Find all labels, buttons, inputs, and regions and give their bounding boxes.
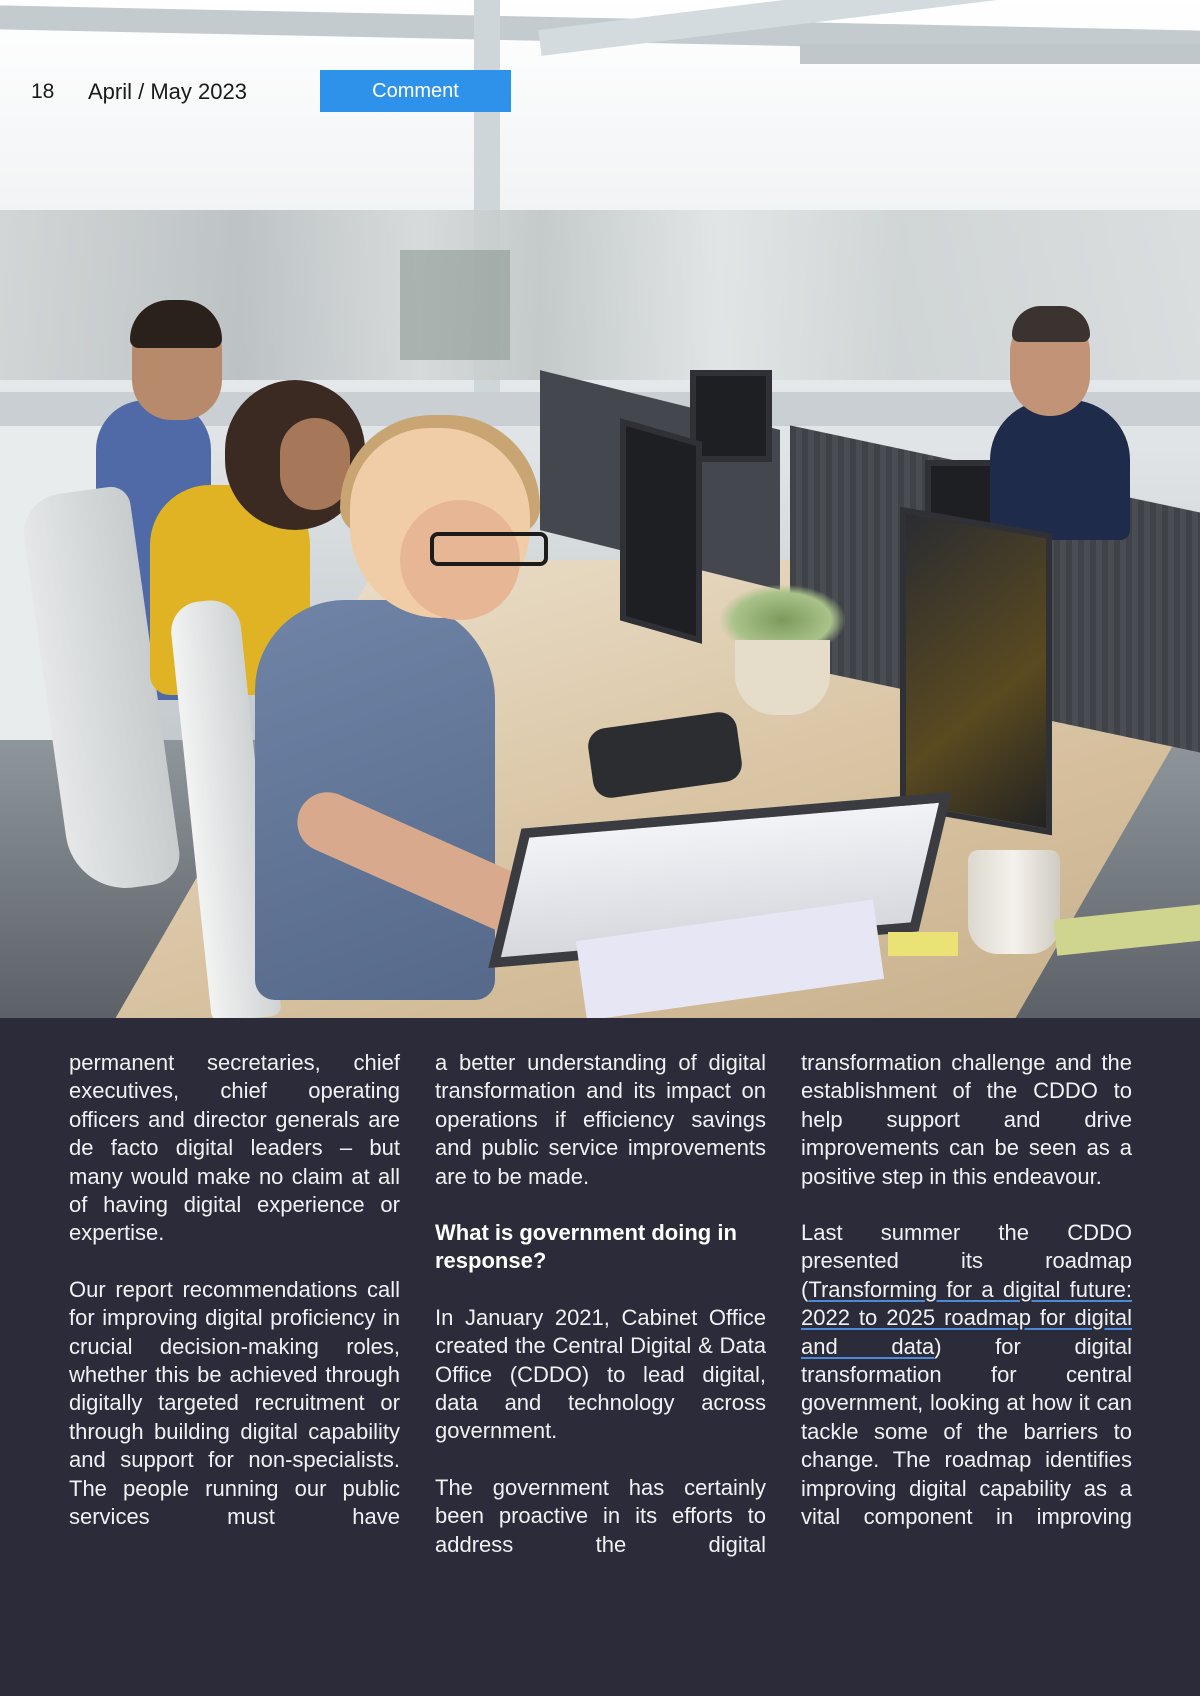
paragraph-text: Last summer the CDDO presented its roadmap ( — [801, 1220, 1132, 1302]
glasses-icon — [430, 532, 548, 566]
monitor — [690, 370, 772, 462]
monitor — [620, 418, 702, 644]
paragraph: a better understanding of digital transformation and its impact on operations if efficiency savings and public service improvements are to be made. — [435, 1050, 766, 1189]
mug-icon — [968, 850, 1060, 954]
monitor — [900, 507, 1052, 836]
article-body — [69, 1049, 1132, 1559]
person-man-right — [990, 400, 1130, 540]
paragraph: transformation challenge and the establishment of the CDDO to help support and drive improvements can be seen as a positive step in this endeavour. — [801, 1050, 1132, 1189]
article-column-1 — [69, 1049, 400, 1559]
paragraph: The government has certainly been proactive in its efforts to address the digital — [435, 1474, 766, 1557]
ceiling-beam — [800, 44, 1200, 64]
page-number: 18 — [31, 80, 55, 103]
section-heading: What is government doing in response? — [435, 1220, 737, 1274]
person-man-right-hair — [1012, 306, 1090, 342]
paragraph-text: ) for digital transformation for central government, looking at how it can tackle some of the barriers to change. The roadmap identifies improving digital capability as a vital component in improving — [801, 1333, 1132, 1530]
paragraph: In January 2021, Cabinet Office created the Central Digital & Data Office (CDDO) to lead digital, data and technology across government. — [435, 1304, 766, 1444]
paragraph — [801, 1219, 1132, 1531]
issue-date: April / May 2023 — [88, 79, 247, 104]
article-column-2 — [435, 1049, 766, 1559]
paragraph: permanent secretaries, chief executives, chief operating officers and director generals are de facto digital leaders – but many would make no claim at all of having digital experience or expertise. — [69, 1050, 400, 1246]
person-woman-yellow-face — [280, 418, 350, 510]
roadmap-link[interactable]: Transforming for a digital future: 2022 to 2025 roadmap for digital and data — [801, 1276, 1132, 1359]
person-woman-glasses — [255, 600, 495, 1000]
article-column-3 — [801, 1049, 1132, 1559]
section-tag-comment: Comment — [320, 70, 511, 112]
window-building — [400, 250, 510, 360]
paragraph: Our report recommendations call for improving digital proficiency in crucial decision-making roles, whether this be achieved through digitally targeted recruitment or through building digital capability and support for non-specialists. The people running our public services must have — [69, 1276, 400, 1530]
sticky-notes — [888, 932, 958, 956]
plant-pot — [735, 640, 830, 715]
